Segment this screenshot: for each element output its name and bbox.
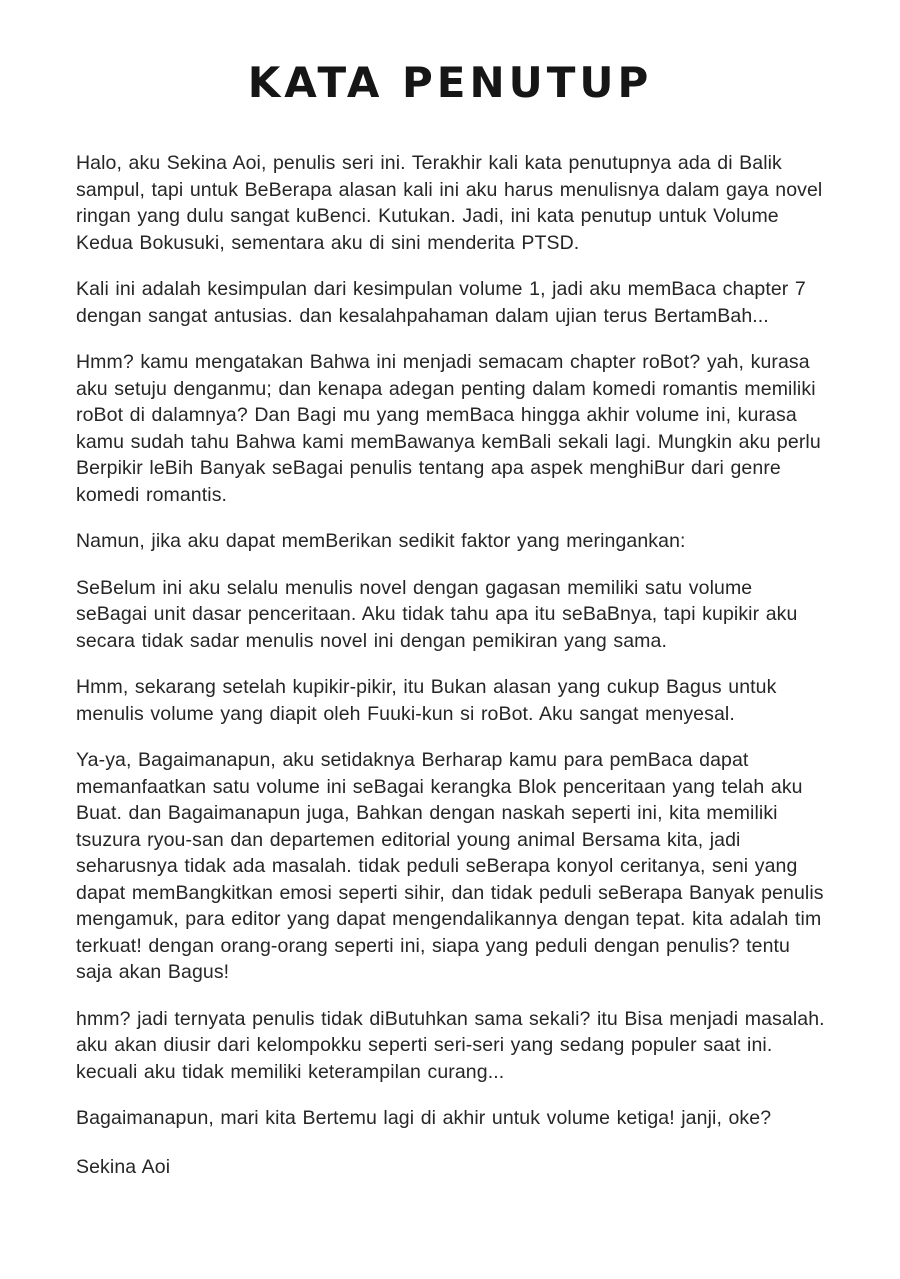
paragraph-see-you-volume-three: Bagaimanapun, mari kita Bertemu lagi di akhir untuk volume ketiga! janji, oke? — [76, 1107, 772, 1129]
paragraph-robot-chapter: Hmm? kamu mengatakan Bahwa ini menjadi semacam chapter roBot? yah, kurasa aku setuju denganmu; dan kenapa adegan penting dalam komedi romantis memiliki roBot di dalamnya? Dan Bagi mu yang memBaca hingga akhir volume ini, kurasa kamu sudah tahu Bahwa kami memBawanya kemBali sekali lagi. Mungkin aku perlu Berpikir leBih Banyak seBagai penulis tentang apa aspek menghiBur dari genre komedi romantis. — [76, 351, 821, 506]
page-title: KATA PENUTUP — [247, 58, 653, 107]
author-signature: Sekina Aoi — [76, 1155, 171, 1178]
paragraph-intro: Halo, aku Sekina Aoi, penulis seri ini. Terakhir kali kata penutupnya ada di Balik sampul, tapi untuk BeBerapa alasan kali ini aku harus menulisnya dalam gaya novel ringan yang dulu sangat kuBenci. Kutukan. Jadi, ini kata penutup untuk Volume Kedua Bokusuki, sementara aku di sini menderita PTSD. — [76, 152, 823, 254]
paragraph-writer-not-needed: hmm? jadi ternyata penulis tidak diButuhkan sama sekali? itu Bisa menjadi masalah. aku akan diusir dari kelompokku seperti seri-seri yang sedang populer saat ini. kecuali aku tidak memiliki keterampilan curang... — [76, 1007, 825, 1083]
afterword-body — [76, 150, 828, 1200]
paragraph-regret: Hmm, sekarang setelah kupikir-pikir, itu Bukan alasan yang cukup Bagus untuk menulis volume yang diapit oleh Fuuki-kun si roBot. Aku sangat menyesal. — [76, 676, 777, 725]
paragraph-one-volume-unit: SeBelum ini aku selalu menulis novel dengan gagasan memiliki satu volume seBagai unit dasar penceritaan. Aku tidak tahu apa itu seBaBnya, tapi kupikir aku secara tidak sadar menulis novel ini dengan pemikiran yang sama. — [76, 576, 798, 652]
paragraph-mitigating-factor: Namun, jika aku dapat memBerikan sedikit faktor yang meringankan: — [76, 530, 686, 552]
paragraph-team-thanks: Ya-ya, Bagaimanapun, aku setidaknya Berharap kamu para pemBaca dapat memanfaatkan satu volume ini seBagai kerangka Blok penceritaan yang telah aku Buat. dan Bagaimanapun juga, Bahkan dengan naskah seperti ini, kita memiliki tsuzura ryou-san dan departemen editorial young animal Bersama kita, jadi seharusnya tidak ada masalah. tidak peduli seBerapa konyol ceritanya, seni yang dapat memBangkitkan emosi seperti sihir, dan tidak peduli seBerapa Banyak penulis mengamuk, para editor yang dapat mengendalikannya dengan tepat. kita adalah tim terkuat! dengan orang-orang seperti ini, siapa yang peduli dengan penulis? tentu saja akan Bagus! — [76, 749, 824, 983]
paragraph-volume-summary: Kali ini adalah kesimpulan dari kesimpulan volume 1, jadi aku memBaca chapter 7 dengan sangat antusias. dan kesalahpahaman dalam ujian terus BertamBah... — [76, 278, 806, 327]
